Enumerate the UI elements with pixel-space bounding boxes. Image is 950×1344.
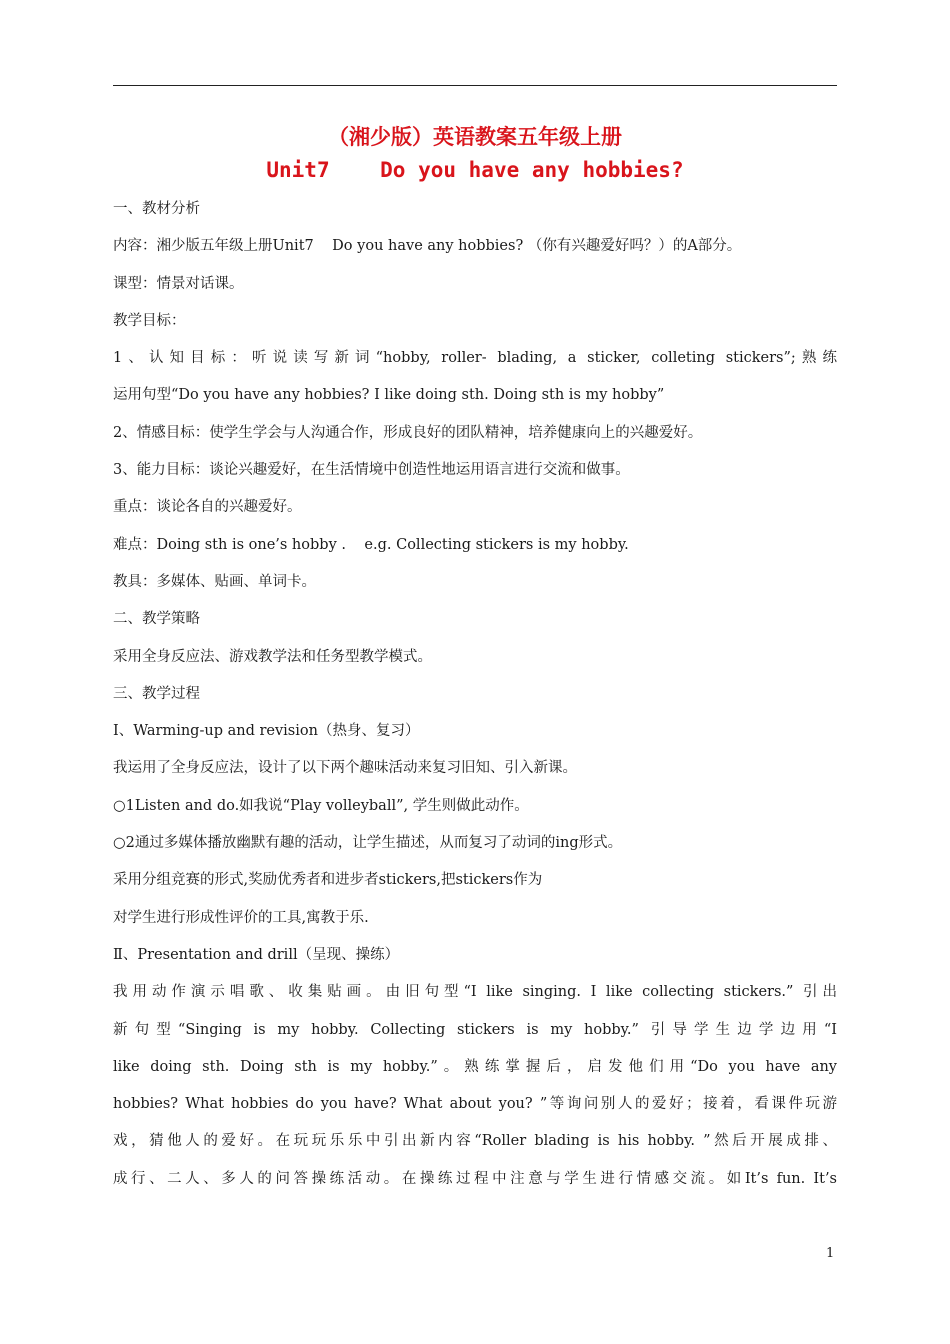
text-line: 戏，猜他人的爱好。在玩玩乐乐中引出新内容“Roller blading is his hobby. ”然后开展成排、 [113, 1133, 837, 1150]
text-line: 运用句型“Do you have any hobbies? I like doing sth. Doing sth is my hobby” [113, 387, 665, 404]
text-line: hobbies? What hobbies do you have? What about you? ”等询问别人的爱好；接着，看课件玩游 [113, 1096, 837, 1113]
body-text [113, 196, 837, 1203]
text-line: 一、教材分析 [113, 201, 200, 217]
document-subtitle: Unit7 Do you have any hobbies? [266, 158, 684, 182]
header-rule [113, 85, 837, 86]
text-line: 成行、二人、多人的问答操练活动。在操练过程中注意与学生进行情感交流。如It’s fun. It’s [113, 1170, 837, 1187]
text-line: 课型：情景对话课。 [113, 275, 244, 292]
text-line: 新句型“Singing is my hobby. Collecting stickers is my hobby.” 引导学生边学边用“I [113, 1021, 837, 1038]
text-line: 三、教学过程 [113, 685, 200, 702]
text-line: like doing sth. Doing sth is my hobby.”。熟练掌握后，启发他们用“Do you have any [113, 1058, 837, 1075]
text-line: 我运用了全身反应法，设计了以下两个趣味活动来复习旧知、引入新课。 [113, 760, 577, 777]
text-line: 我用动作演示唱歌、收集贴画。由旧句型“I like singing. I like collecting stickers.” 引出 [113, 984, 837, 1001]
text-line: Ⅱ、Presentation and drill（呈现、操练） [113, 946, 400, 963]
text-line: 2、情感目标：使学生学会与人沟通合作，形成良好的团队精神，培养健康向上的兴趣爱好。 [113, 424, 703, 441]
text-line: 难点：Doing sth is one’s hobby . e.g. Collecting stickers is my hobby. [113, 536, 629, 553]
text-line: 3、能力目标：谈论兴趣爱好，在生活情境中创造性地运用语言进行交流和做事。 [113, 462, 630, 479]
text-line: 对学生进行形成性评价的工具,寓教于乐. [113, 909, 369, 926]
text-line: 采用分组竞赛的形式,奖励优秀者和进步者stickers,把stickers作为 [113, 872, 543, 889]
text-line: 教学目标： [113, 312, 186, 329]
text-line: 重点：谈论各自的兴趣爱好。 [113, 499, 302, 516]
text-line: 教具：多媒体、贴画、单词卡。 [113, 573, 316, 590]
text-line: 采用全身反应法、游戏教学法和任务型教学模式。 [113, 648, 432, 665]
page-number: 1 [826, 1246, 835, 1261]
text-line: Ⅰ、Warming-up and revision（热身、复习） [113, 723, 420, 740]
text-line: ○1Listen and do.如我说“Play volleyball”, 学生则做此动作。 [113, 797, 529, 814]
document-title: （湘少版）英语教案五年级上册 [328, 125, 622, 149]
text-line: 内容：湘少版五年级上册Unit7 Do you have any hobbies? （你有兴趣爱好吗？）的A部分。 [113, 238, 742, 255]
text-line: ○2通过多媒体播放幽默有趣的活动，让学生描述，从而复习了动词的ing形式。 [113, 835, 623, 852]
text-line: 1、认知目标：听说读写新词“hobby, roller- blading, a sticker, colleting stickers”;熟练 [113, 350, 837, 367]
text-line: 二、教学策略 [113, 611, 200, 628]
